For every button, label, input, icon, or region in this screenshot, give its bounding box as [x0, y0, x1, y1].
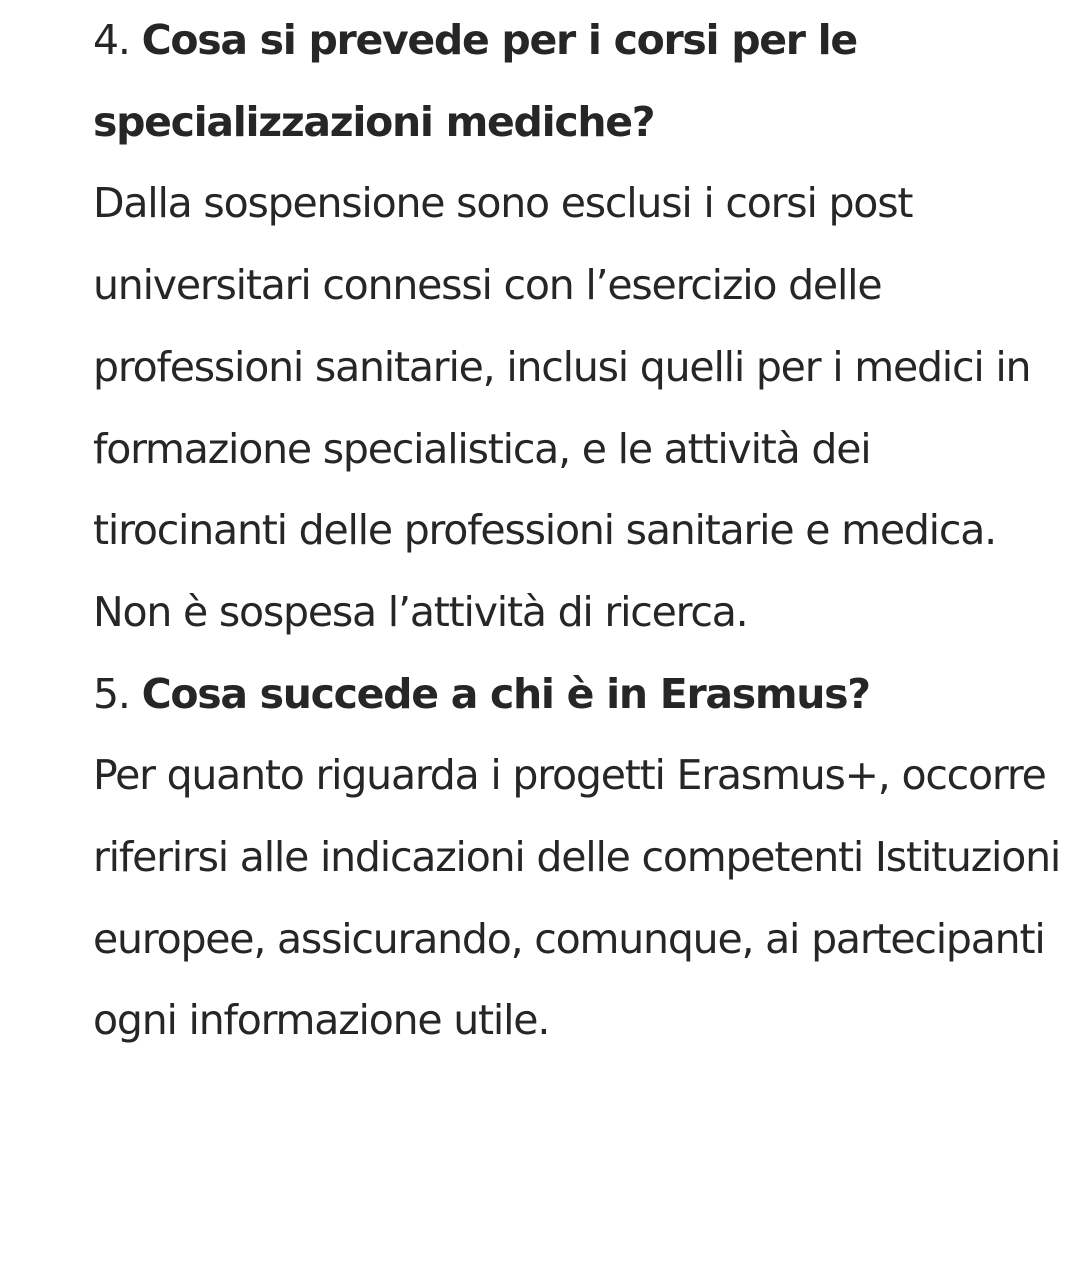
faq-item-4 — [93, 0, 1073, 654]
faq-number: 5. — [93, 669, 130, 718]
faq-answer: Per quanto riguarda i progetti Erasmus+, occorre riferirsi alle indicazioni delle competenti Istituzioni europee, assicurando, comunque, ai partecipanti ogni informazione utile. — [93, 751, 1061, 1045]
faq-number: 4. — [93, 16, 130, 64]
faq-question: Cosa succede a chi è in Erasmus? — [141, 669, 870, 718]
faq-answer: Dalla sospensione sono esclusi i corsi post universitari connessi con l’esercizio delle professioni sanitarie, inclusi quelli per i medici in formazione specialistica, e le attività dei tirocinanti delle professioni sanitarie e medica. Non è sospesa l’attività di ricerca. — [93, 179, 1031, 636]
article-content — [93, 0, 1073, 1062]
faq-question-line — [93, 0, 1073, 163]
faq-item-5 — [93, 654, 1073, 1063]
faq-question-line — [93, 654, 1073, 736]
faq-question: Cosa si prevede per i corsi per le specializzazioni mediche? — [93, 16, 857, 146]
